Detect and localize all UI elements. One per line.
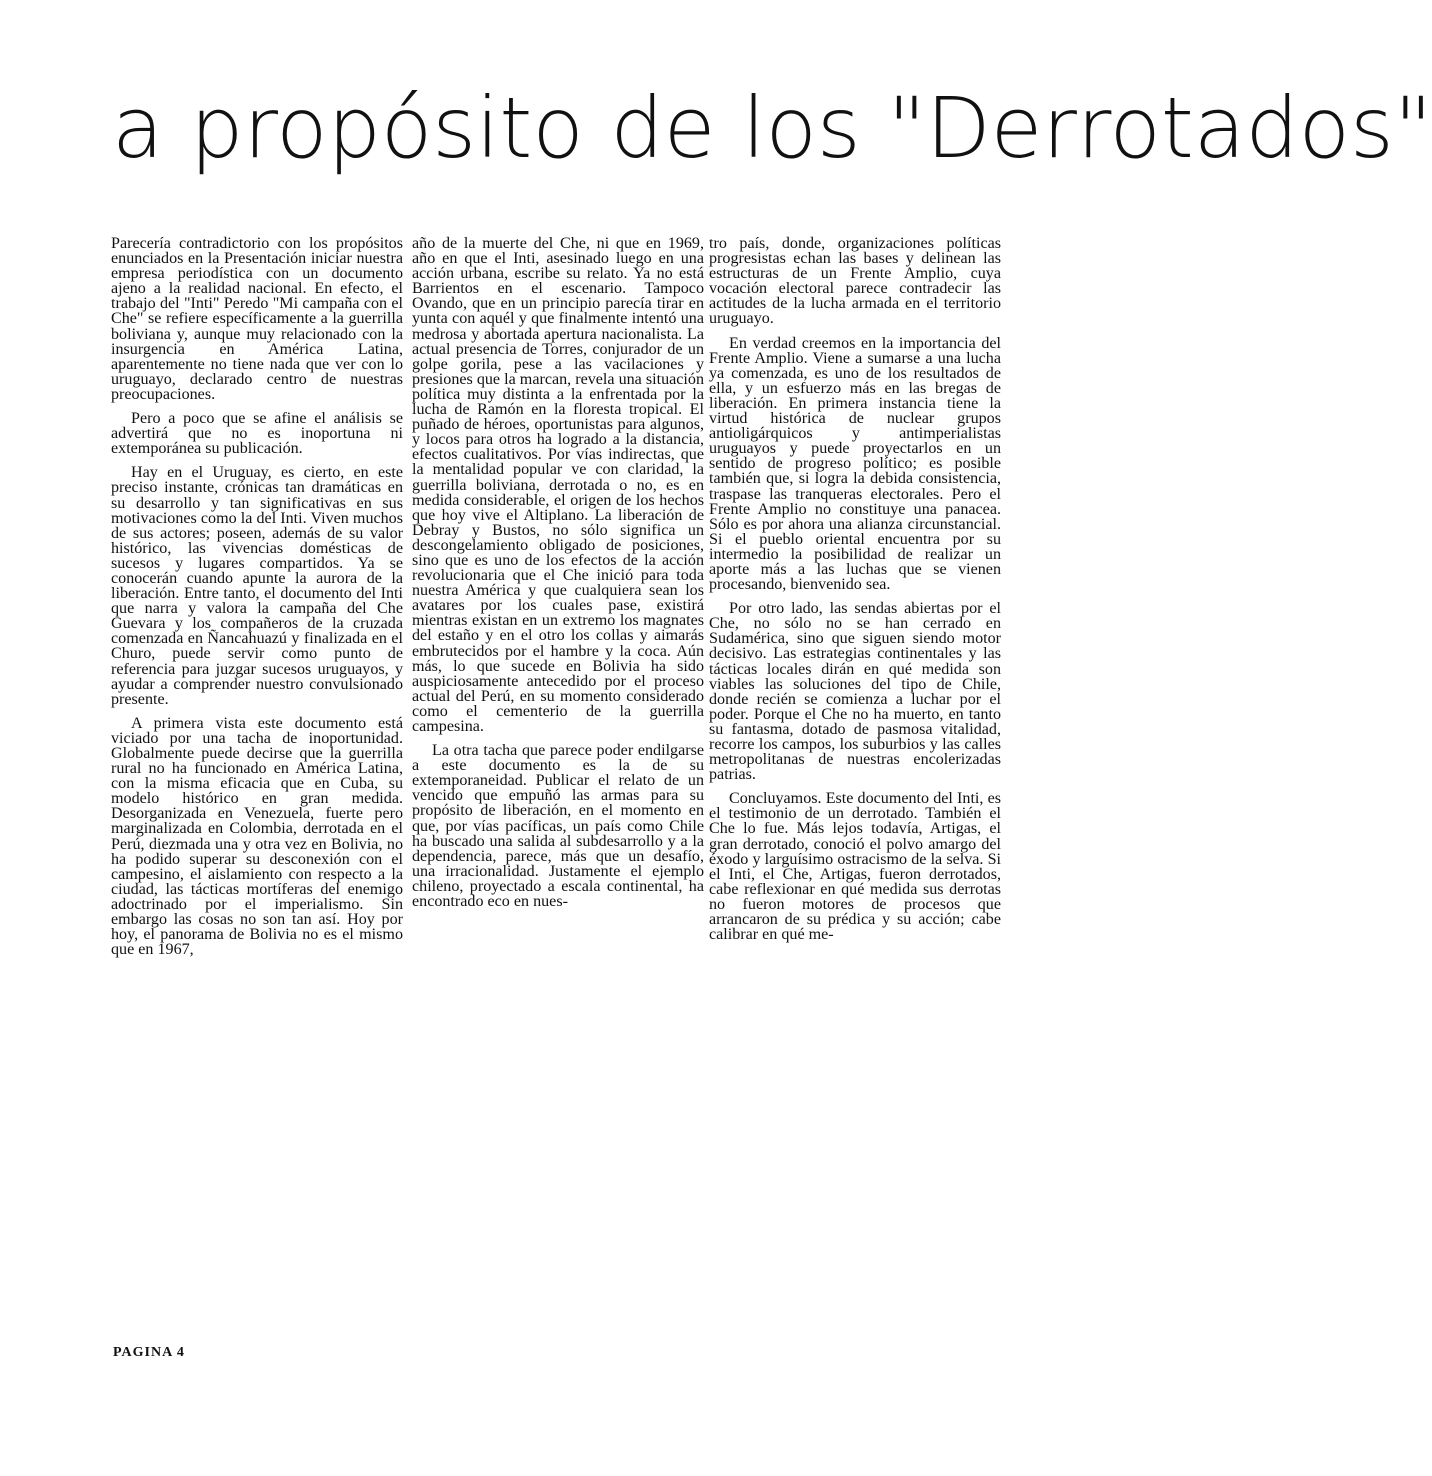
page-number: PAGINA 4 — [113, 1345, 185, 1360]
paragraph: Por otro lado, las sendas abiertas por el Che, no sólo no se han cerrado en Sudamérica, sino que siguen siendo motor decisivo. Las estrategias continentales y las tácticas locales dirán en qué medida son viables las soluciones del tipo de Chile, donde recién se comienza a luchar por el poder. Porque el Che no ha muerto, en tanto su fantasma, dotado de pasmosa vitalidad, recorre los campos, los suburbios y las calles metropolitanas de nuestras encolerizadas patrias. — [709, 600, 1001, 784]
paragraph: Concluyamos. Este documento del Inti, es el testimonio de un derrotado. También el Che lo fue. Más lejos todavía, Artigas, el gran derrotado, conoció el polvo amargo del éxodo y larguísimo ostracismo de la selva. Si el Inti, el Che, Artigas, fueron derrotados, cabe reflexionar en qué medida sus derrotas no fueron motores de procesos que arrancaron de su prédica y su acción; cabe calibrar en qué me- — [709, 790, 1001, 944]
article-column-1 — [111, 236, 403, 966]
paragraph: La otra tacha que parece poder endilgarse a este documento es la de su extemporaneidad. Publicar el relato de un vencido que empuñó las armas para su propósito de liberación, en el momento en que, por vías pacíficas, un país como Chile ha buscado una salida al subdesarrollo y a la dependencia, parece, más que un desafío, una irracionalidad. Justamente el ejemplo chileno, proyectado a escala continental, ha encontrado eco en nues- — [412, 742, 704, 911]
paragraph: Parecería contradictorio con los propósitos enunciados en la Presentación iniciar nuestra empresa periodística con un documento ajeno a la realidad nacional. En efecto, el trabajo del "Inti" Peredo "Mi campaña con el Che" se refiere específicamente a la guerrilla boliviana y, aunque muy relacionado con la insurgencia en América Latina, aparentemente no tiene nada que ver con lo uruguayo, declarado centro de nuestras preocupaciones. — [111, 235, 403, 403]
article-title: a propósito de los "Derrotados" — [112, 79, 1432, 177]
paragraph: A primera vista este documento está viciado por una tacha de inoportunidad. Globalmente puede decirse que la guerrilla rural no ha funcionado en América Latina, con la misma eficacia que en Cuba, su modelo histórico en gran medida. Desorganizada en Venezuela, fuerte pero marginalizada en Colombia, derrotada en el Perú, diezmada una y otra vez en Bolivia, no ha podido superar su desconexión con el campesino, el aislamiento con respecto a la ciudad, las tácticas mortíferas del enemigo adoctrinado por el imperialismo. Sin embargo las cosas no son tan así. Hoy por hoy, el panorama de Bolivia no es el mismo que en 1967, — [111, 714, 403, 959]
paragraph: tro país, donde, organizaciones políticas progresistas echan las bases y delinean las estructuras de un Frente Amplio, cuya vocación electoral parece contradecir las actitudes de la lucha armada en el territorio uruguayo. — [709, 235, 1001, 328]
paragraph: Pero a poco que se afine el análisis se advertirá que no es inoportuna ni extemporánea su publicación. — [111, 410, 403, 458]
article-column-3 — [709, 236, 1001, 951]
paragraph: En verdad creemos en la importancia del Frente Amplio. Viene a sumarse a una lucha ya comenzada, es uno de los resultados de ella, y un esfuerzo más en las bregas de liberación. En primera instancia tiene la virtud histórica de nuclear grupos antioligárquicos y antimperialistas uruguayos y puede proyectarlos en un sentido de progreso político; es posible también que, si logra la debida consistencia, traspase las tranqueras electorales. Pero el Frente Amplio no constituye una panacea. Sólo es por ahora una alianza circunstancial. Si el pueblo oriental encuentra por su intermedio la posibilidad de realizar un aporte más a las luchas que se vienen procesando, bienvenido sea. — [709, 334, 1001, 594]
paragraph: Hay en el Uruguay, es cierto, en este preciso instante, crónicas tan dramáticas en su desarrollo y tan significativas en sus motivaciones como la del Inti. Viven muchos de sus actores; poseen, además de su valor histórico, las vivencias domésticas de sucesos y lugares compartidos. Ya se conocerán cuando apunte la aurora de la liberación. Entre tanto, el documento del Inti que narra y valora la campaña del Che Guevara y los compañeros de la cruzada comenzada en Ñancahuazú y finalizada en el Churo, puede servir como punto de referencia para juzgar sucesos uruguayos, y ayudar a comprender nuestro convulsionado presente. — [111, 464, 403, 708]
article-column-2 — [412, 236, 704, 918]
paragraph: año de la muerte del Che, ni que en 1969, año en que el Inti, asesinado luego en una acción urbana, escribe su relato. Ya no está Barrientos en el escenario. Tampoco Ovando, que en un principio parecía tirar en yunta con aquél y que finalmente intentó una medrosa y abortada apertura nacionalista. La actual presencia de Torres, conjurador de un golpe gorila, pese a las vacilaciones y presiones que la marcan, revela una situación política muy distinta a la enfrentada por la lucha de Ramón en la floresta tropical. El puñado de héroes, oportunistas para algunos, y locos para otros ha logrado a la distancia, efectos cualitativos. Por vías indirectas, que la mentalidad popular ve con claridad, la guerrilla boliviana, derrotada o no, es en medida considerable, el origen de los hechos que hoy vive el Altiplano. La liberación de Debray y Bustos, no sólo significa un descongelamiento obligado de posiciones, sino que es uno de los efectos de la acción revolucionaria que el Che inició para toda nuestra América y que cualquiera sean los avatares por los cuales pase, existirá mientras existan en un extremo los magnates del estaño y en el otro los collas y aimarás embrutecidos por el hambre y la coca. Aún más, lo que sucede en Bolivia ha sido auspiciosamente antecedido por el proceso actual del Perú, en su momento considerado como el cementerio de la guerrilla campesina. — [412, 235, 704, 735]
